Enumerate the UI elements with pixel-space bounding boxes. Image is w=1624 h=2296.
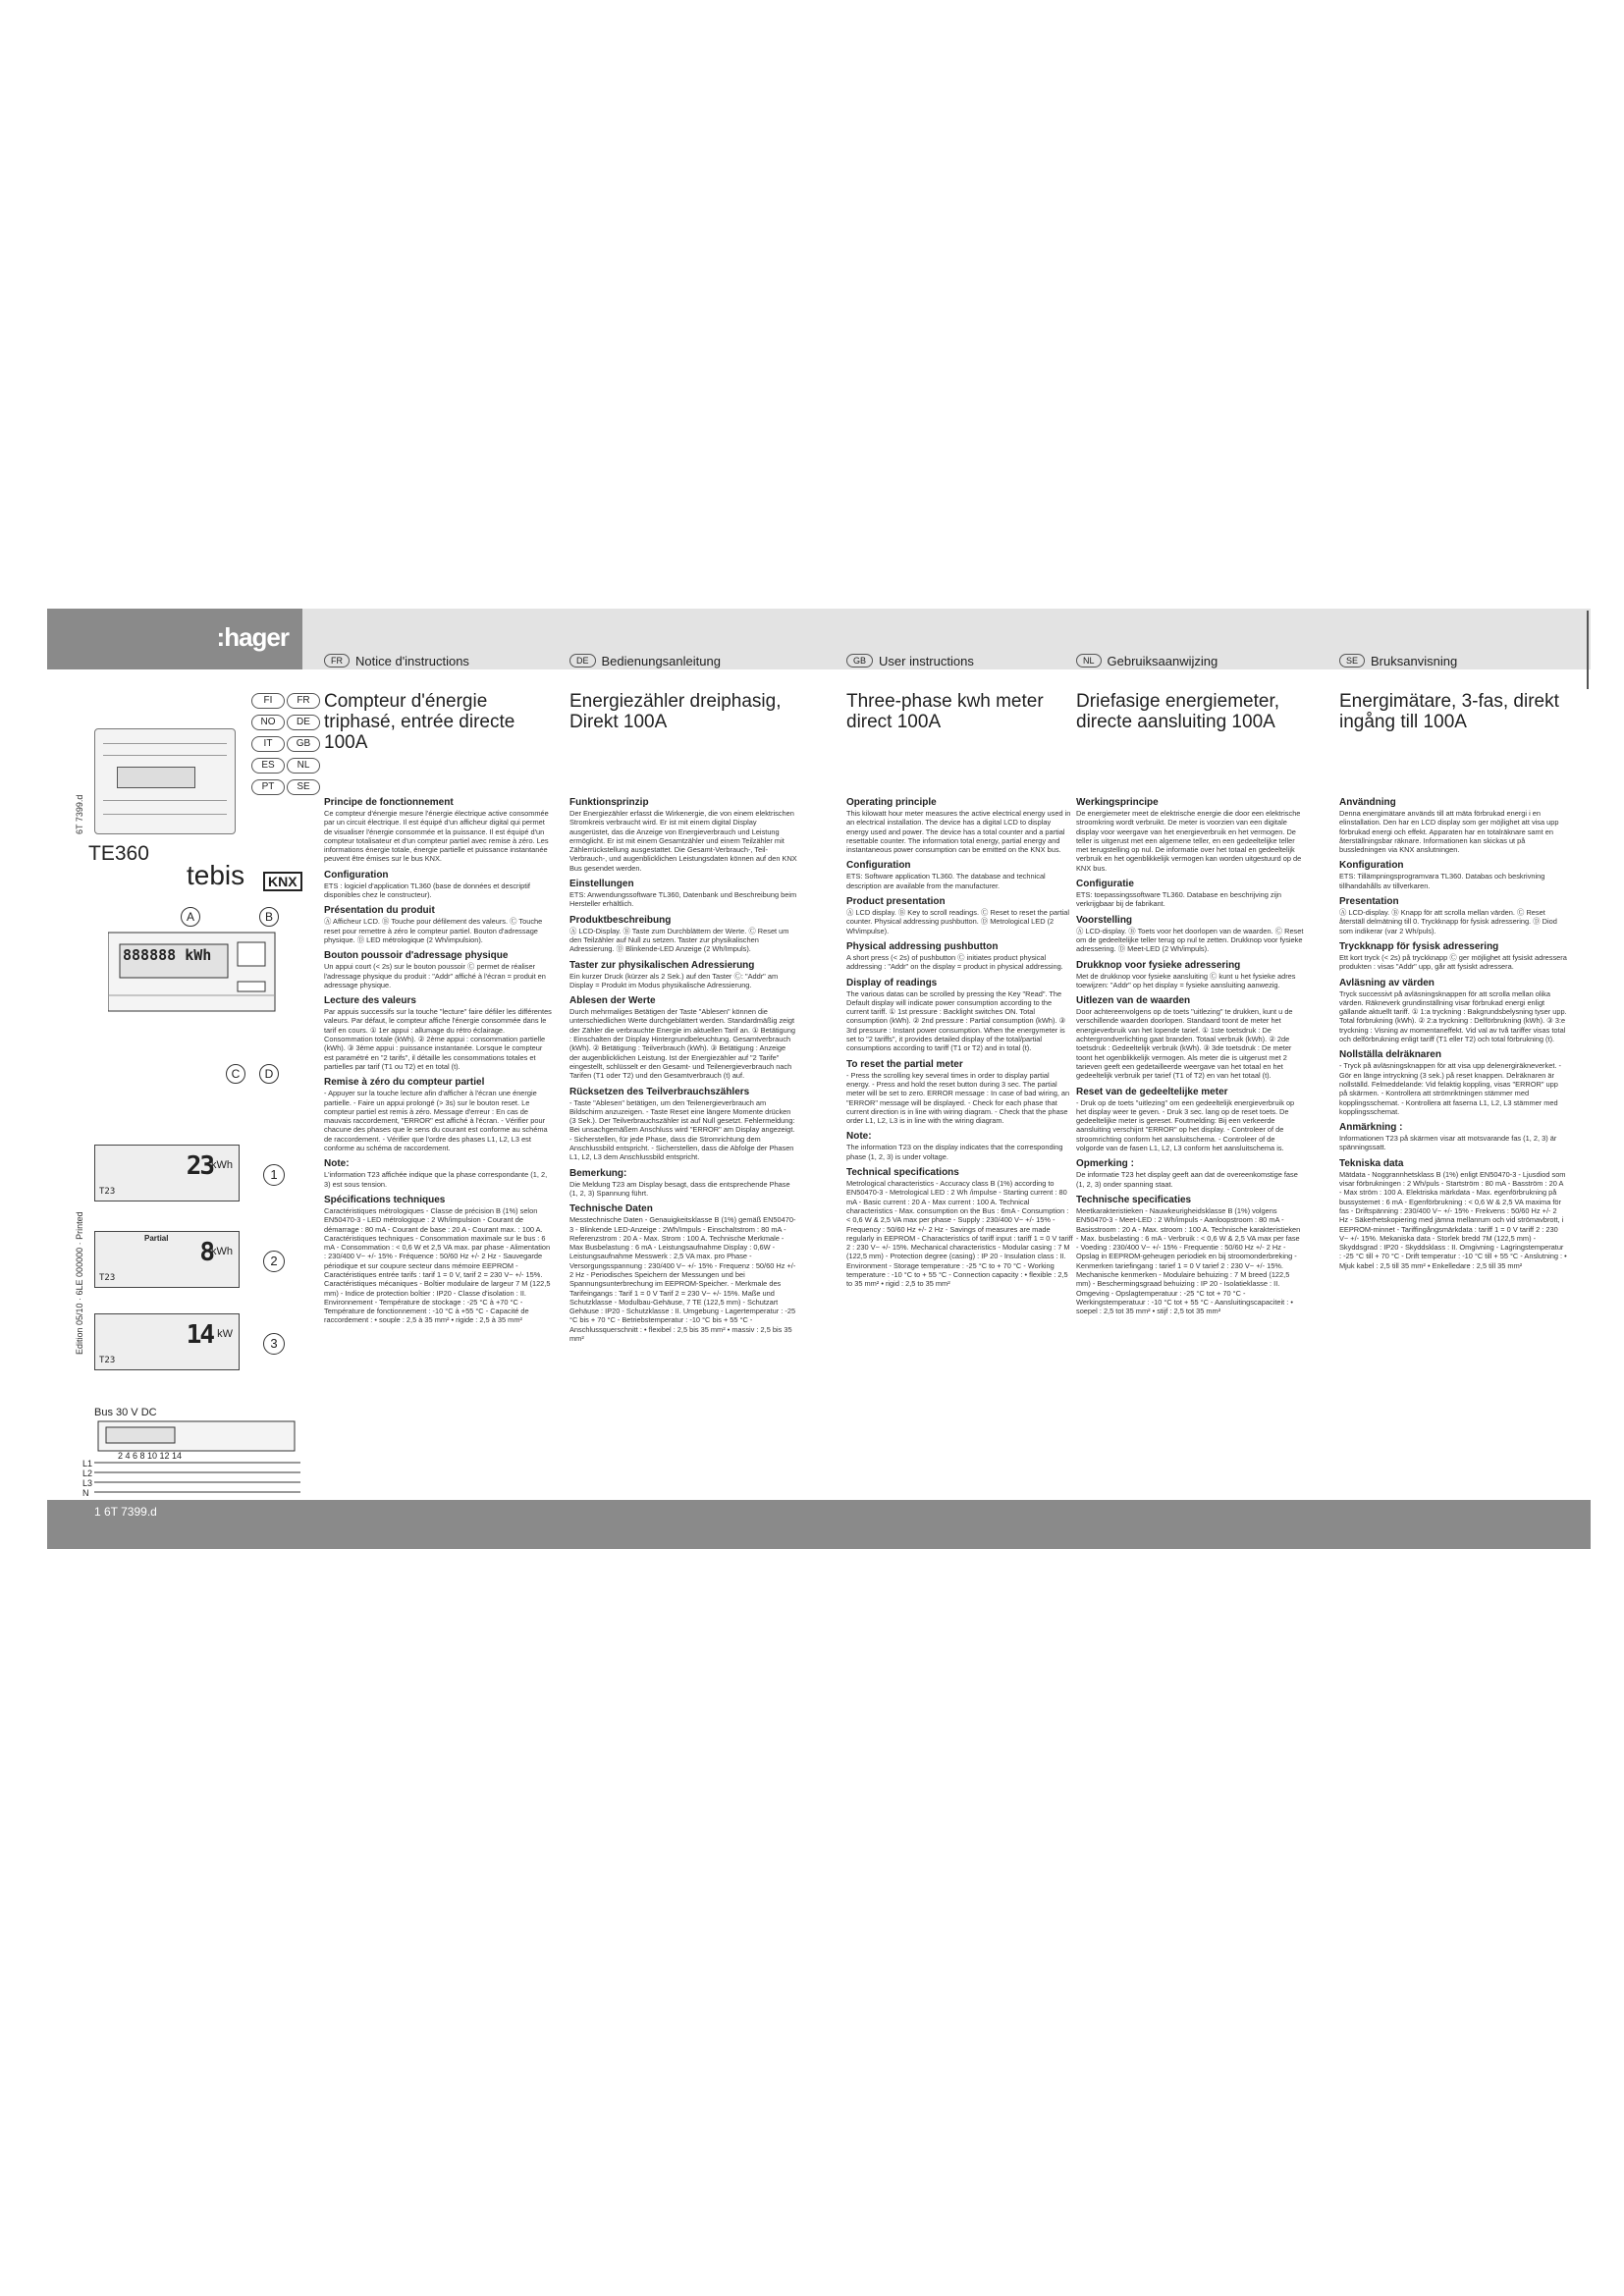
section-text: Ett kort tryck (< 2s) på tryckknapp Ⓒ ger möjlighet att fysiskt adressera produkten : visas "Addr" upp, går att fysiskt adressera. [1339,952,1567,972]
section-heading: Product presentation [846,896,946,908]
section-text: Mätdata - Noggrannhetsklass B (1%) enligt EN50470-3 - Ljusdiod som visar förbrukningen : 2 Wh/puls - Startström : 80 mA - Basström : 20 A - Max ström : 100 A. Elektriska märkdata - Max. egenförbrukning på bussystemet : 6 mA - Egenförbrukning : < 0,6 W & 2,5 VA maxima för fas - Driftspänning : 230/400 V~ +/- 15% - Frekvens : 50/60 Hz +/- 2 Hz - Säkerhetskopiering med jämna mellanrum och vid strömavbrott, i EEPROM-minnet - Tariffingångsmärkdata : tariff 1 = 0 V tariff 2 : 230 V~ +/- 15%. Mekaniska data - Storlek bredd 7M (122,5 mm) - Skyddsgrad : IP20 - Skyddsklass : II. Omgivning - Lagringstemperatur : -25 °C till + 70 °C - Drift temperatur : -10 °C till + 55 °C - Anslutning : • Mjuk kabel : 2,5 till 35 mm² • Enkelledare : 2,5 till 35 mm² [1339,1169,1567,1270]
section-text: Un appui court (< 2s) sur le bouton poussoir Ⓒ permet de réaliser l'adressage physique du produit : "Addr" affiché à l'écran = produit en adressage physique. [324,962,546,989]
section-heading: Konfiguration [1339,860,1404,872]
edition-vertical: Edition 05/10 · 6LE 000000 · Printed [75,1211,84,1355]
section-heading: Technical specifications [846,1167,959,1179]
lang-pill: GB [846,654,873,667]
section-text: Ce compteur d'énergie mesure l'énergie électrique active consommée par un circuit électrique. Il est équipé d'un afficheur digital qui permet de visualiser l'énergie consommée et la puissance. Il est équipé d'un compteur totalisateur et d'un compteur partiel avec remise à zéro. Les informations énergie totale, énergie partielle et puissance instantanée peuvent être émises sur le bus KNX. [324,809,549,864]
section-text: Ⓐ LCD-display. Ⓑ Knapp för att scrolla mellan värden. Ⓒ Reset återställ delmätning till 0. Tryckknapp för fysisk adressering. Ⓓ Diod som indikerar (var 2 Wh/puls). [1339,908,1557,935]
section-text: L'information T23 affichée indique que la phase correspondante (1, 2, 3) est sous tension. [324,1170,548,1189]
section-heading: Bouton poussoir d'adressage physique [324,950,509,962]
section-heading: Einstellungen [569,879,634,890]
section-text: Ⓐ LCD-Display. Ⓑ Taste zum Durchblättern der Werte. Ⓒ Reset um den Teilzähler auf Null zu setzen. Taster zur physikalischen Adressierung. Ⓓ Blinkende-LED Anzeige (2 Wh/Impuls). [569,926,789,954]
column-fr [324,791,552,1327]
lang-code: PT [251,779,285,795]
section-heading: Rücksetzen des Teilverbrauchszählers [569,1086,750,1097]
display-unit: kWh [211,1246,233,1257]
section-heading: Physical addressing pushbutton [846,940,999,952]
col-head-label: Gebruiksaanwijzing [1107,653,1218,668]
section-heading: Reset van de gedeeltelijke meter [1076,1086,1228,1097]
title-nl: Driefasige energiemeter, directe aansluiting 100A [1076,691,1279,732]
section-text: This kilowatt hour meter measures the active electrical energy used in an electrical installation. The device has a digital LCD to display energy used and power. The device has a total counter and a partial resettable counter. The information total energy, partial energy and instantaneous power consumption can be emitted on the KNX bus. [846,809,1071,855]
callout-a: A [181,907,200,927]
phase-indicator: T23 [99,1273,116,1283]
section-heading: Användning [1339,797,1396,808]
display-unit: kWh [211,1159,233,1171]
product-code: TE360 [88,842,149,865]
section-text: The various datas can be scrolled by pressing the Key "Read". The Default display will indicate power consumption according to the current tariff. ① 1st pressure : Backlight switches ON. Total consumption (kWh). ② 2nd pressure : Partial consumption (kWh). ③ 3rd pressure : Instant power consumption. When the energymeter is set to "2 tariffs", it provides detailed display of the total/partial consumptions according to tariff (T1 or T2) and in total (t). [846,988,1066,1053]
section-text: The information T23 on the display indicates that the corresponding phase (1, 2, 3) is under voltage. [846,1143,1063,1161]
section-text: Metrological characteristics - Accuracy class B (1%) according to EN50470-3 - Metrological LED : 2 Wh /impulse - Starting current : 80 mA - Basic current : 20 A - Max current : 100 A. Technical characteristics - Max. consumption on the Bus : 6mA - Consumption : < 0,6 W & 2,5 VA max per phase - Supply : 230/400 V~ +/- 15% - Frequency : 50/60 Hz +/- 2 Hz - Savings of measures are made regularly in EEPROM - Characteristics of tariff input : tariff 1 = 0 V tariff 2 : 230 V~ +/- 15%. Mechanical characteristics - Modular casing : 7 M (122,5 mm) - Protection degree (casing) : IP 20 - Insulation class : II. Environment - Storage temperature : -25 °C to + 70 °C - Working temperature : -10 °C to + 55 °C - Connection capacity : • flexible : 2,5 to 35 mm² • rigid : 2,5 to 35 mm² [846,1179,1073,1289]
brand-box [47,609,302,669]
section-text: Messtechnische Daten - Genauigkeitsklasse B (1%) gemäß EN50470-3 - Blinkende LED-Anzeige : 2Wh/Impuls - Einschaltstrom : 80 mA - Referenzstrom : 20 A - Max. Strom : 100 A. Technische Merkmale - Max Busbelastung : 6 mA - Leistungsaufnahme Display : 0,6W - Leistungsaufnahme Messwerk : 2,5 VA max. pro Phase - Versorgungsspannung : 230/400 V~ +/- 15% - Frequenz : 50/60 Hz +/- 2 Hz - Periodisches Speichern der Messungen und bei Spannungsunterbrechung im EEPROM-Speicher. - Merkmale des Tarifeingangs : Tarif 1 = 0 V Tarif 2 = 230 V~ +/- 15%. Maße und Schutzklasse - Modulbau-Gehäuse, 7 TE (122,5 mm) - Schutzart Gehäuse : IP20 - Schutzklasse : II. Umgebung - Lagertemperatur : -25 °C bis + 70 °C - Betriebstemperatur : -10 °C bis + 55 °C - Anschlussquerschnitt : • flexibel : 2,5 bis 35 mm² • massiv : 2,5 bis 35 mm² [569,1215,796,1344]
column-de [569,791,797,1345]
section-heading: Drukknop voor fysieke adressering [1076,959,1241,971]
lang-code: GB [287,736,320,752]
product-row [103,755,227,766]
product-row [103,814,227,825]
front-panel-diagram [108,913,304,1070]
line-label: L1 [82,1459,93,1468]
lang-pill: SE [1339,654,1365,667]
section-text: - Taste "Ablesen" betätigen, um den Teilenergieverbrauch am Bildschirm anzuzeigen. - Taste Reset eine längere Momente drücken (3 Sek.). Der Teilverbrauchszähler ist auf Null gesetzt. Fehlermeldung: Bei unsachgemäßem Anschluss wird "ERROR" am Display angezeigt. - Sicherstellen, für jede Phase, dass die Stromrichtung dem Anschlussbild entspricht. - Sicherstellen, dass die Abfolge der Phasen L1, L2, L3 dem Anschlussbild entspricht. [569,1097,795,1162]
terminal-numbers: 2 4 6 8 10 12 14 [118,1451,183,1461]
section-text: ETS : logiciel d'application TL360 (base de données et descriptif disponibles chez le constructeur). [324,881,530,900]
footer-bar [47,1500,1591,1549]
col-head-label: User instructions [879,653,974,668]
knx-logo: KNX [263,872,302,891]
line-label: N [82,1488,89,1498]
column-gb [846,791,1074,1291]
section-heading: Voorstelling [1076,914,1133,926]
display-example-1 [94,1145,240,1201]
section-heading: Uitlezen van de waarden [1076,995,1191,1007]
section-heading: Opmerking : [1076,1158,1134,1170]
display-value: 8 [199,1238,213,1267]
col-head-label: Bedienungsanleitung [601,653,721,668]
product-row [103,743,227,754]
language-code-grid [251,693,320,795]
section-text: Der Energiezähler erfasst die Wirkenergie, die von einem elektrischen Stromkreis verbraucht wird. Er ist mit einem digital Display ausgerüstet, das die Anzeige von Energieverbrauch und Leistung ermöglicht. Er ist mit einem Gesamtzähler und einem Teilzähler mit Zählerrückstellung ausgestattet. Die Gesamt-Verbrauch-, Teil-Verbrauch-, und augenblicklichen Leistungsdaten können auf den KNX Bus gesendet werden. [569,809,797,873]
lang-code: DE [287,715,320,730]
section-heading: To reset the partial meter [846,1058,963,1070]
display-example-2 [94,1231,240,1288]
section-heading: Technische specificaties [1076,1194,1192,1205]
section-heading: Avläsning av värden [1339,977,1435,988]
title-fr: Compteur d'énergie triphasé, entrée directe 100A [324,691,515,753]
section-text: - Appuyer sur la touche lecture afin d'afficher à l'écran une énergie partielle. - Faire un appui prolongé (> 3s) sur le bouton reset. Le compteur partiel est remis à zéro. Message d'erreur : En cas de mauvais raccordement, "ERROR" est affiché à l'écran. - Vérifier pour chacune des phases que le sens du courant est conforme au schéma de raccordement. - Vérifier que l'ordre des phases L1, L2, L3 est conforme au schéma de raccordement. [324,1089,548,1153]
tebis-logo: tebis [187,860,245,890]
section-text: Durch mehrmaliges Betätigen der Taste "Ablesen" können die unterschiedlichen Werte durchgeblättert werden. Standardmäßig zeigt der Zähler die verbrauchte Energie im aktuellen Tarif an. ① Betätigung : Einschalten der Display Hintergrundbeleuchtung. Gesamtverbrauch (kWh). ② Betätigung : Teilverbrauch (kWh). ③ Betätigung : Anzeige der augenblicklichen Leistung. Ist der Energiezähler auf "2 Tarife" eingestellt, schlüsselt er den Gesamt- und Teilenergieverbrauch nach Tarifen (T1 oder T2) und den Gesamtverbrauch (t) auf. [569,1007,795,1081]
section-heading: Tryckknapp för fysisk adressering [1339,940,1499,952]
section-heading: Ablesen der Werte [569,995,656,1007]
section-heading: Operating principle [846,797,937,808]
col-head-gb [846,654,974,667]
section-heading: Display of readings [846,977,938,988]
lang-pill: NL [1076,654,1102,667]
section-heading: Lecture des valeurs [324,995,416,1007]
step-number-2: 2 [263,1251,285,1272]
section-text: De energiemeter meet de elektrische energie die door een elektrische stroomkring wordt verbruikt. De meter is voorzien van een digitale display voor weergave van het energieverbruik en het vermogen. De teller is uitgerust met een algemene teller, en een gedeeltelijke teller met terugstelling op nul. De informatie over het totaal en gedeeltelijk verbruik en het ogenblikkelijk vermogen kan worden uitgestuurd op de KNX bus. [1076,809,1302,873]
scroll-key [238,942,265,966]
col-head-label: Notice d'instructions [355,653,469,668]
line-label: L2 [82,1468,93,1478]
section-text: ETS: toepassingssoftware TL360. Database en beschrijving zijn verkrijgbaar bij de fabrikant. [1076,890,1281,909]
lang-code: SE [287,779,320,795]
title-de: Energiezähler dreiphasig, Direkt 100A [569,691,782,732]
section-text: Die Meldung T23 am Display besagt, dass die entsprechende Phase (1, 2, 3) Spannung führt. [569,1179,790,1198]
col-head-fr [324,654,469,667]
section-text: Caractéristiques métrologiques - Classe de précision B (1%) selon EN50470-3 - LED métrologique : 2 Wh/impulsion - Courant de démarrage : 80 mA - Courant de base : 20 A - Courant max. : 100 A. Caractéristiques techniques - Consommation maximale sur le bus : 6 mA - Consommation : < 0,6 W et 2,5 VA max. par phase - Alimentation : 230/400 V~ +/- 15% - Fréquence : 50/60 Hz +/- 2 Hz - Sauvegarde périodique et sur coupure secteur dans mémoire EEPROM - Caractéristiques entrée tarifs : tarif 1 = 0 V, tarif 2 = 230 V~ +/- 15%. Caractéristiques mécaniques - Boîtier modulaire de largeur 7 M (122,5 mm) - Indice de protection boîtier : IP20 - Classe d'isolation : II. Environnement - Température de stockage : -25 °C à +70 °C - Température de fonctionnement : -10 °C à +55 °C - Capacité de raccordement : • souple : 2,5 à 35 mm² • rigide : 2,5 à 35 mm² [324,1205,551,1325]
title-se: Energimätare, 3-fas, direkt ingång till 100A [1339,691,1559,732]
lang-code: IT [251,736,285,752]
section-heading: Principe de fonctionnement [324,797,454,808]
section-heading: Taster zur physikalischen Adressierung [569,959,755,971]
section-heading: Remise à zéro du compteur partiel [324,1077,485,1089]
lang-pill: DE [569,654,596,667]
partial-label: Partial [144,1234,169,1243]
column-se [1339,791,1567,1272]
title-gb: Three-phase kwh meter direct 100A [846,691,1044,732]
section-text: - Tryck på avläsningsknappen för att visa upp delenergiräkneverket. - Gör en länge intryckning (3 sek.) på reset knappen. Delräknaren är nollställd. Felmeddelande: Vid felaktig koppling, visas "ERROR" upp på skärmen. - Kontrollera att strömriktningen stämmer med kopplingsschemat. - Kontrollera att faserna L1, L2, L3 stämmer med kopplingsschemat. [1339,1061,1561,1116]
reset-key [238,982,265,991]
lang-code: NL [287,758,320,774]
callout-c: C [226,1064,245,1084]
section-text: - Druk op de toets "uitlezing" om een gedeeltelijk energieverbruik op het display weer te geven. - Druk 3 sec. lang op de reset toets. De gedeeltelijke meter is gereset. Foutmelding: Bij een verkeerde aansluiting verschijnt "ERROR" op het display. - Controleer of de stroomrichting conform het aansluitschema. - Controleer of de volgorde van de fasen L1, L2, L3 conform het aansluitschema is. [1076,1097,1295,1153]
section-heading: Configuration [846,860,911,872]
wiring-lcd [106,1427,175,1443]
section-text: - Press the scrolling key several times in order to display partial energy. - Press and hold the reset button during 3 sec. The partial meter will be set to zero. ERROR message : In case of bad wiring, an "ERROR" message will be displayed. - Check for each phase that current direction is in line with wiring diagram. - Check that the phase order L1, L2, L3 is in line with the wiring diagram. [846,1070,1070,1126]
section-text: Meetkarakteristieken - Nauwkeurigheidsklasse B (1%) volgens EN50470-3 - Meet-LED : 2 Wh/impuls - Aanloopstroom : 80 mA - Basisstroom : 20 A - Max. stroom : 100 A. Technische karakteristieken - Max. busbelasting : 6 mA - Verbruik : < 0,6 W & 2,5 VA max per fase - Voeding : 230/400 V~ +/- 15% - Frequentie : 50/60 Hz +/- 2 Hz - Opslag in EEPROM-geheugen periodiek en bij stroomonderbreking - Kenmerken tariefingang : tarief 1 = 0 V tarief 2 : 230 V~ +/- 15%. Mechanische kenmerken - Modulaire behuizing : 7 M breed (122,5 mm) - Beschermingsgraad behuizing : IP 20 - Isolatieklasse : II. Omgeving - Opslagtemperatuur : -25 °C tot + 70 °C - Werkingstemperatuur : -10 °C tot + 55 °C - Aansluitingscapaciteit : • soepel : 2,5 tot 35 mm² • stijf : 2,5 tot 35 mm² [1076,1205,1301,1316]
section-heading: Anmärkning : [1339,1122,1403,1134]
product-lcd [117,767,195,788]
column-nl [1076,791,1304,1317]
step-number-3: 3 [263,1333,285,1355]
section-text: ETS: Anwendungssoftware TL360, Datenbank und Beschreibung beim Hersteller erhältlich. [569,890,797,909]
section-text: Door achtereenvolgens op de toets "uitlezing" te drukken, kunt u de verschillende waarden doorlopen. Standaard toont de meter het energieverbruik van het lopende tarief. ① 1ste toetsdruk : De achtergrondverlichting gaat branden. Totaal verbruik (kWh). ② 2de toetsdruk : Gedeeltelijk verbruik (kWh). ③ 3de toetsdruk : De meter toont het ogenblikkelijk vermogen. Als meter die is uitgerust met 2 tarieven geeft een gedetailleerde weergave van het totaal en het gedeeltelijk verbruik per tarief (T1 of T2) en van het totaal (t). [1076,1007,1293,1081]
section-text: Ein kurzer Druck (kürzer als 2 Sek.) auf den Taster Ⓒ: "Addr" am Display = Produkt im Modus physikalische Adressierung. [569,971,779,989]
section-heading: Werkingsprincipe [1076,797,1159,808]
doc-ref-vertical: 6T 7399.d [75,794,84,834]
section-heading: Configuratie [1076,879,1134,890]
section-heading: Produktbeschreibung [569,914,672,926]
panel-lcd-text: 888888 kWh [123,946,212,964]
lang-code: FR [287,693,320,709]
display-value: 23 [186,1151,213,1181]
line-label: L3 [82,1478,93,1488]
lang-code: FI [251,693,285,709]
col-head-de [569,654,721,667]
fold-mark [1587,611,1589,689]
col-head-se [1339,654,1457,667]
section-text: Informationen T23 på skärmen visar att motsvarande fas (1, 2, 3) är spänningssatt. [1339,1134,1557,1152]
section-text: Tryck successivt på avläsningsknappen för att scrolla mellan olika värden. Räkneverk grundinställning visar förbrukad energi enligt gällande aktuellt tariff. ① 1:a tryckning : Bakgrundsbelysning tyser upp. Total förbrukning (kWh). ② 2:a tryckning : Delförbrukning (kWh). ③ 3:e tryckning : Visning av momentaneffekt. Vid val av två tariffer visas total och delförbrukning enligt tariff (T1 eller T2) och total förbrukning (t). [1339,988,1567,1044]
section-text: ETS: Software application TL360. The database and technical description are available from the manufacturer. [846,872,1046,890]
footer-doc-ref: 1 6T 7399.d [94,1505,157,1519]
phase-indicator: T23 [99,1187,116,1197]
section-heading: Technische Daten [569,1203,653,1215]
section-heading: Presentation [1339,896,1399,908]
section-heading: Tekniska data [1339,1157,1404,1169]
lang-code: ES [251,758,285,774]
section-text: ETS: Tillämpningsprogramvara TL360. Databas och beskrivning tillhandahålls av tillverkaren. [1339,872,1545,890]
section-text: Ⓐ LCD display. Ⓑ Key to scroll readings. Ⓒ Reset to reset the partial counter. Physical addressing pushbutton. Ⓓ Metrological LED (2 Wh/impulse). [846,908,1070,935]
brand-logo: :hager [216,622,289,652]
section-text: De informatie T23 het display geeft aan dat de overeenkomstige fase (1, 2, 3) onder spanning staat. [1076,1170,1298,1189]
section-heading: Note: [324,1158,350,1170]
section-heading: Nollställa delräknaren [1339,1049,1441,1061]
section-heading: Bemerkung: [569,1167,627,1179]
phase-indicator: T23 [99,1356,116,1365]
lang-pill: FR [324,654,350,667]
product-row [103,800,227,811]
callout-b: B [259,907,279,927]
col-head-nl [1076,654,1218,667]
display-unit: kW [217,1328,233,1340]
product-illustration [94,728,236,834]
section-heading: Spécifications techniques [324,1194,446,1205]
lang-code: NO [251,715,285,730]
section-text: Ⓐ Afficheur LCD. Ⓑ Touche pour défilement des valeurs. Ⓒ Touche reset pour remettre à zéro le compteur partiel. Bouton d'adressage physique. Ⓓ LED métrologique (2 Wh/impulsion). [324,917,543,944]
callout-d: D [259,1064,279,1084]
section-text: A short press (< 2s) of pushbutton Ⓒ initiates product physical addressing : "Addr" on the display = product in physical addressing. [846,952,1063,972]
section-heading: Note: [846,1131,872,1143]
display-value: 14 [186,1320,213,1350]
section-text: Denna energimätare används till att mäta förbrukad energi i en elinstallation. Den har en LCD display som ger möjlighet att visa upp förbrukad energi och effekt. Apparaten har en totalräknare samt en återställningsbar räknare. Informationen kan skickas ut på bussledningen via KNX anslutningen. [1339,809,1559,855]
section-text: Par appuis successifs sur la touche "lecture" faire défiler les différentes valeurs. Par défaut, le compteur affiche l'énergie consommée dans le tarif en cours. ① 1er appui : allumage du rétro éclairage. Consommation totale (kWh). ② 2ème appui : consommation partielle (kWh). ③ 3ème appui : puissance instantanée. Lorsque le compteur est paramétré en "2 tarifs", il détaille les consommations totales et partielles par tarif (T1 ou T2) et en total (t). [324,1007,552,1071]
section-heading: Funktionsprinzip [569,797,649,808]
step-number-1: 1 [263,1164,285,1186]
section-text: Met de drukknop voor fysieke aansluiting Ⓒ kunt u het fysieke adres toewijzen: "Addr" op het display = fysieke aansluiting aanwezig. [1076,971,1296,989]
display-example-3 [94,1313,240,1370]
section-heading: Présentation du produit [324,905,435,917]
bus-label: Bus 30 V DC [94,1407,157,1418]
col-head-label: Bruksanvisning [1371,653,1458,668]
section-heading: Configuration [324,869,389,881]
section-text: Ⓐ LCD-display. Ⓑ Toets voor het doorlopen van de waarden. Ⓒ Reset om de gedeeltelijke teller terug op nul te zetten. Drukknop voor fysieke adressering. Ⓓ Meet-LED (2 Wh/impuls). [1076,926,1304,954]
